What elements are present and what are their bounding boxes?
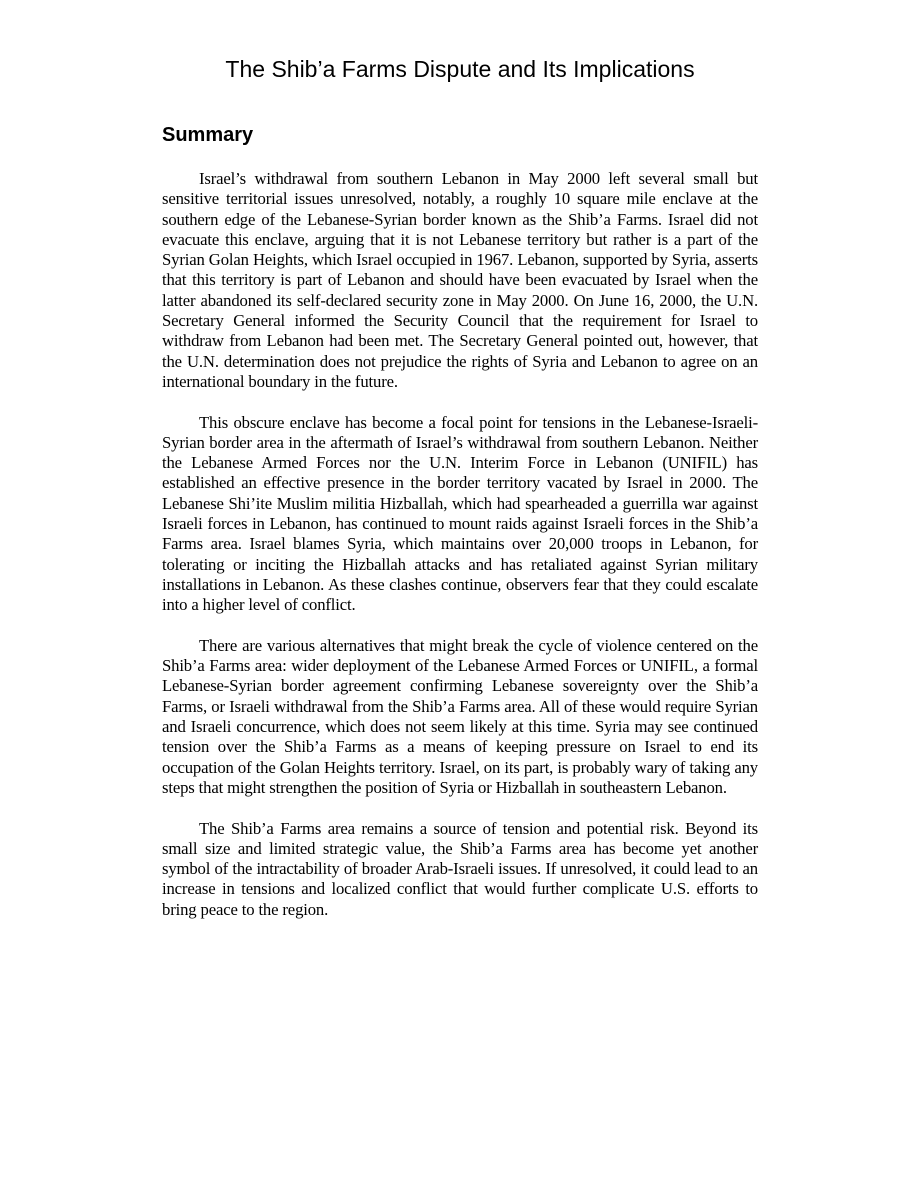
summary-paragraph-4: The Shib’a Farms area remains a source of tension and potential risk. Beyond its small size and limited strategic value, the Shib’a Farms area has become yet another symbol of the intractability of broader Arab-Israeli issues. If unresolved, it could lead to an increase in tensions and localized conflict that would further complicate U.S. efforts to bring peace to the region. [162,818,758,919]
summary-paragraph-3: There are various alternatives that might break the cycle of violence centered on the Shib’a Farms area: wider deployment of the Lebanese Armed Forces or UNIFIL, a formal Lebanese-Syrian border agreement confirming Lebanese sovereignty over the Shib’a Farms, or Israeli withdrawal from the Shib’a Farms area. All of these would require Syrian and Israeli concurrence, which does not seem likely at this time. Syria may see continued tension over the Shib’a Farms as a means of keeping pressure on Israel to end its occupation of the Golan Heights territory. Israel, on its part, is probably wary of taking any steps that might strengthen the position of Syria or Hizballah in southeastern Lebanon. [162,635,758,797]
summary-paragraph-2: This obscure enclave has become a focal point for tensions in the Lebanese-Israeli-Syrian border area in the aftermath of Israel’s withdrawal from southern Lebanon. Neither the Lebanese Armed Forces nor the U.N. Interim Force in Lebanon (UNIFIL) has established an effective presence in the border territory vacated by Israel in 2000. The Lebanese Shi’ite Muslim militia Hizballah, which had spearheaded a guerrilla war against Israeli forces in Lebanon, has continued to mount raids against Israeli forces in the Shib’a Farms area. Israel blames Syria, which maintains over 20,000 troops in Lebanon, for tolerating or inciting the Hizballah attacks and has retaliated against Syrian military installations in Lebanon. As these clashes continue, observers fear that they could escalate into a higher level of conflict. [162,412,758,615]
summary-paragraph-1: Israel’s withdrawal from southern Lebanon in May 2000 left several small but sensitive territorial issues unresolved, notably, a roughly 10 square mile enclave at the southern edge of the Lebanese-Syrian border known as the Shib’a Farms. Israel did not evacuate this enclave, arguing that it is not Lebanese territory but rather is a part of the Syrian Golan Heights, which Israel occupied in 1967. Lebanon, supported by Syria, asserts that this territory is part of Lebanon and should have been evacuated by Israel when the latter abandoned its self-declared security zone in May 2000. On June 16, 2000, the U.N. Secretary General informed the Security Council that the requirement for Israel to withdraw from Lebanon had been met. The Secretary General pointed out, however, that the U.N. determination does not prejudice the rights of Syria and Lebanon to agree on an international boundary in the future. [162,169,758,391]
summary-body [162,169,758,940]
document-title: The Shib’a Farms Dispute and Its Implications [225,56,695,82]
section-heading-summary: Summary [162,124,254,146]
